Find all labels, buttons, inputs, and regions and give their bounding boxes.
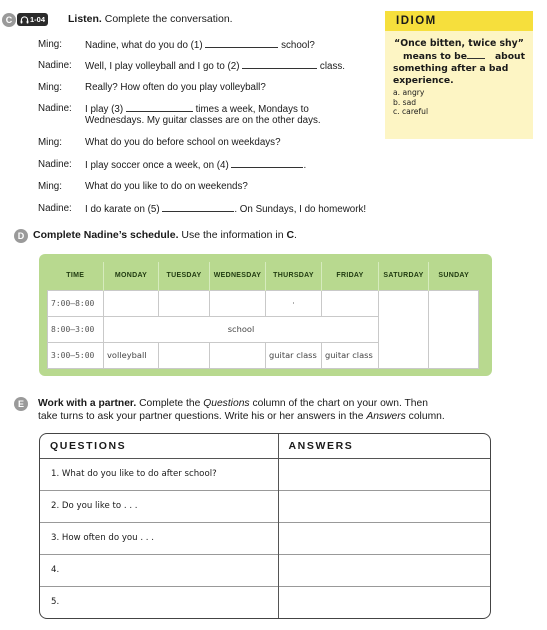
question-row xyxy=(40,522,490,554)
answer-cell[interactable] xyxy=(278,490,490,522)
schedule-cell[interactable]: volleyball xyxy=(104,342,159,368)
questions-header-row xyxy=(40,434,490,458)
headphones-icon xyxy=(20,16,29,24)
speaker-label: Nadine: xyxy=(38,203,72,214)
section-d-badge: D xyxy=(14,229,28,243)
speaker-label: Nadine: xyxy=(38,159,72,170)
schedule-cell[interactable] xyxy=(159,342,210,368)
schedule-cell-sunday[interactable] xyxy=(429,290,479,368)
section-e-badge: E xyxy=(14,397,28,411)
section-e-instructions: Work with a partner. Complete the Questions column of the chart on your own. Then take turns to ask your partner questions. Write his or her answers in the Answers column. xyxy=(38,398,445,422)
schedule-cell-saturday[interactable] xyxy=(379,290,429,368)
questions-header: QUESTIONS xyxy=(40,434,278,458)
question-row xyxy=(40,458,490,490)
audio-track-label: 1-04 xyxy=(30,15,46,24)
question-row xyxy=(40,586,490,618)
idiom-heading: IDIOM xyxy=(385,11,533,31)
idiom-definition-line: experience. xyxy=(393,75,454,86)
schedule-panel xyxy=(39,254,492,376)
time-cell: 3:00–5:00 xyxy=(48,342,104,368)
question-row xyxy=(40,554,490,586)
column-header: SUNDAY xyxy=(429,262,479,290)
column-header: SATURDAY xyxy=(379,262,429,290)
schedule-cell[interactable] xyxy=(104,290,159,316)
answer-blank-4[interactable] xyxy=(231,159,303,168)
section-c-badge: C xyxy=(2,13,16,27)
time-cell: 7:00–8:00 xyxy=(48,290,104,316)
column-header: TIME xyxy=(48,262,104,290)
answer-blank-3[interactable] xyxy=(126,103,193,112)
time-cell: 8:00–3:00 xyxy=(48,316,104,342)
schedule-cell[interactable] xyxy=(210,290,266,316)
column-header: TUESDAY xyxy=(159,262,210,290)
column-header: FRIDAY xyxy=(322,262,379,290)
speaker-label: Ming: xyxy=(38,181,62,192)
schedule-cell[interactable] xyxy=(322,290,379,316)
schedule-row xyxy=(48,290,479,316)
questions-answers-chart xyxy=(39,433,491,619)
answer-cell[interactable] xyxy=(278,586,490,618)
schedule-cell[interactable]: guitar class xyxy=(266,342,322,368)
question-cell[interactable]: 5. xyxy=(40,586,278,618)
questions-table xyxy=(40,434,490,618)
audio-track-button[interactable] xyxy=(17,13,48,26)
column-header: THURSDAY xyxy=(266,262,322,290)
idiom-box xyxy=(385,11,533,139)
idiom-option-c[interactable]: c. careful xyxy=(393,107,429,116)
section-c-title: Listen. Complete the conversation. xyxy=(68,13,233,25)
speaker-label: Ming: xyxy=(38,39,62,50)
schedule-table xyxy=(47,262,479,369)
idiom-option-b[interactable]: b. sad xyxy=(393,97,417,107)
schedule-cell[interactable] xyxy=(159,290,210,316)
speaker-label: Ming: xyxy=(38,82,62,93)
answers-header: ANSWERS xyxy=(278,434,490,458)
column-header: WEDNESDAY xyxy=(210,262,266,290)
answer-blank-1[interactable] xyxy=(205,39,278,48)
answer-cell[interactable] xyxy=(278,554,490,586)
schedule-cell[interactable]: · xyxy=(266,290,322,316)
question-cell[interactable]: 1. What do you like to do after school? xyxy=(51,469,217,479)
question-cell[interactable]: 4. xyxy=(40,554,278,586)
idiom-option-a[interactable]: a. angry xyxy=(393,88,425,97)
answer-cell[interactable] xyxy=(278,522,490,554)
question-cell[interactable]: 3. How often do you . . . xyxy=(40,522,278,554)
question-cell[interactable]: 2. Do you like to . . . xyxy=(40,490,278,522)
column-header: MONDAY xyxy=(104,262,159,290)
idiom-quote: “Once bitten, twice shy” xyxy=(394,38,524,49)
idiom-definition: means to be about xyxy=(403,51,525,62)
speaker-label: Nadine: xyxy=(38,60,72,71)
section-d-title: Complete Nadine’s schedule. Use the information in C. xyxy=(33,229,297,241)
schedule-cell[interactable]: guitar class xyxy=(322,342,379,368)
schedule-cell[interactable] xyxy=(210,342,266,368)
idiom-definition-line: something after a bad xyxy=(393,63,509,74)
answer-blank-5[interactable] xyxy=(162,203,234,212)
idiom-blank[interactable] xyxy=(467,51,485,59)
question-row xyxy=(40,490,490,522)
speaker-label: Ming: xyxy=(38,137,62,148)
speaker-label: Nadine: xyxy=(38,103,72,114)
schedule-cell-school[interactable]: school xyxy=(104,316,379,342)
answer-cell[interactable] xyxy=(278,458,490,490)
schedule-header-row xyxy=(48,262,479,290)
answer-blank-2[interactable] xyxy=(242,60,317,69)
